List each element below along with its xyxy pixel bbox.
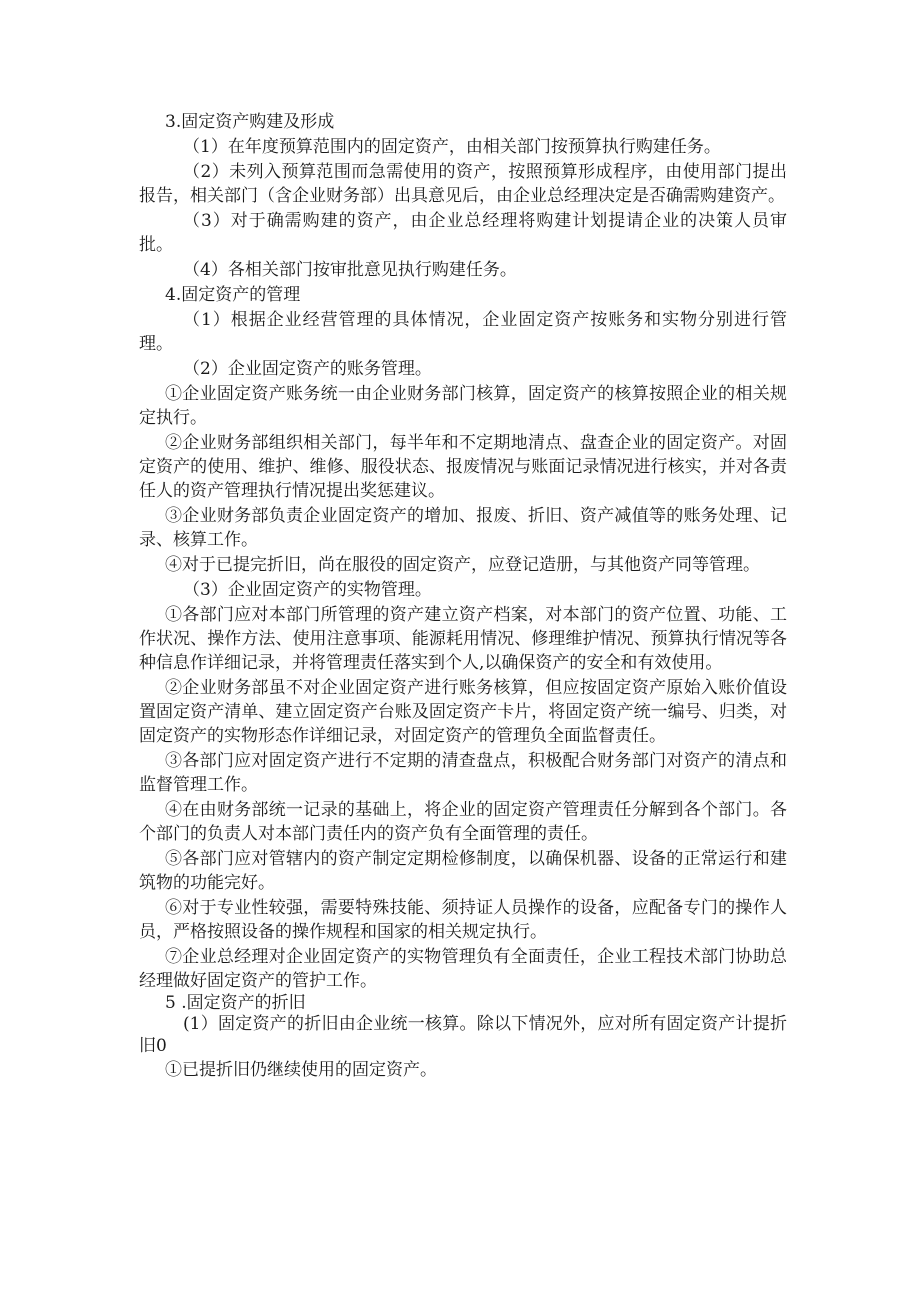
paragraph: ⑥对于专业性较强，需要特殊技能、须持证人员操作的设备，应配备专门的操作人员，严格按照设备的操作规程和国家的相关规定执行。 [139,898,787,942]
paragraph: ④在由财务部统一记录的基础上，将企业的固定资产管理责任分解到各个部门。各个部门的负责人对本部门责任内的资产负有全面管理的责任。 [139,800,787,844]
paragraph: ②企业财务部虽不对企业固定资产进行账务核算，但应按固定资产原始入账价值设置固定资产清单、建立固定资产台账及固定资产卡片，将固定资产统一编号、归类，对固定资产的实物形态作详细记录，对固定资产的管理负全面监督责任。 [139,678,787,746]
paragraph: （2）企业固定资产的账务管理。 [183,359,432,379]
paragraph: （1）在年度预算范围内的固定资产，由相关部门按预算执行购建任务。 [183,137,721,157]
paragraph: （3）企业固定资产的实物管理。 [183,580,432,600]
paragraph: (1）固定资产的折旧由企业统一核算。除以下情况外，应对所有固定资产计提折旧0 [139,1014,787,1056]
paragraph: （4）各相关部门按审批意见执行购建任务。 [183,260,517,280]
paragraph: ③企业财务部负责企业固定资产的增加、报废、折旧、资产减值等的账务处理、记录、核算工作。 [139,506,787,550]
paragraph: ⑤各部门应对管辖内的资产制定定期检修制度，以确保机器、设备的正常运行和建筑物的功能完好。 [139,849,787,893]
paragraph: ⑦企业总经理对企业固定资产的实物管理负有全面责任，企业工程技术部门协助总经理做好固定资产的管护工作。 [139,947,787,991]
section-heading-5: 5 .固定资产的折旧 [165,993,306,1013]
document-body [139,110,787,1083]
paragraph: ③各部门应对固定资产进行不定期的清查盘点，积极配合财务部门对资产的清点和监督管理工作。 [139,751,787,795]
paragraph: ②企业财务部组织相关部门，每半年和不定期地清点、盘查企业的固定资产。对固定资产的使用、维护、维修、服役状态、报废情况与账面记录情况进行核实，并对各责任人的资产管理执行情况提出奖惩建议。 [139,433,787,501]
paragraph: （1）根据企业经营管理的具体情况，企业固定资产按账务和实物分别进行管理。 [139,310,787,354]
paragraph: ①已提折旧仍继续使用的固定资产。 [165,1060,437,1080]
paragraph: （2）未列入预算范围而急需使用的资产，按照预算形成程序，由使用部门提出报告，相关部门（含企业财务部）出具意见后，由企业总经理决定是否确需购建资产。 [139,162,787,206]
section-heading-4: 4.固定资产的管理 [165,285,301,305]
paragraph: ①各部门应对本部门所管理的资产建立资产档案，对本部门的资产位置、功能、工作状况、操作方法、使用注意事项、能源耗用情况、修理维护情况、预算执行情况等各种信息作详细记录，并将管理责任落实到个人,以确保资产的安全和有效使用。 [139,605,787,673]
paragraph: ④对于已提完折旧，尚在服役的固定资产，应登记造册，与其他资产同等管理。 [165,555,760,575]
paragraph: ①企业固定资产账务统一由企业财务部门核算，固定资产的核算按照企业的相关规定执行。 [139,384,787,428]
paragraph: （3）对于确需购建的资产，由企业总经理将购建计划提请企业的决策人员审批。 [139,211,787,255]
section-heading-3: 3.固定资产购建及形成 [165,112,335,132]
